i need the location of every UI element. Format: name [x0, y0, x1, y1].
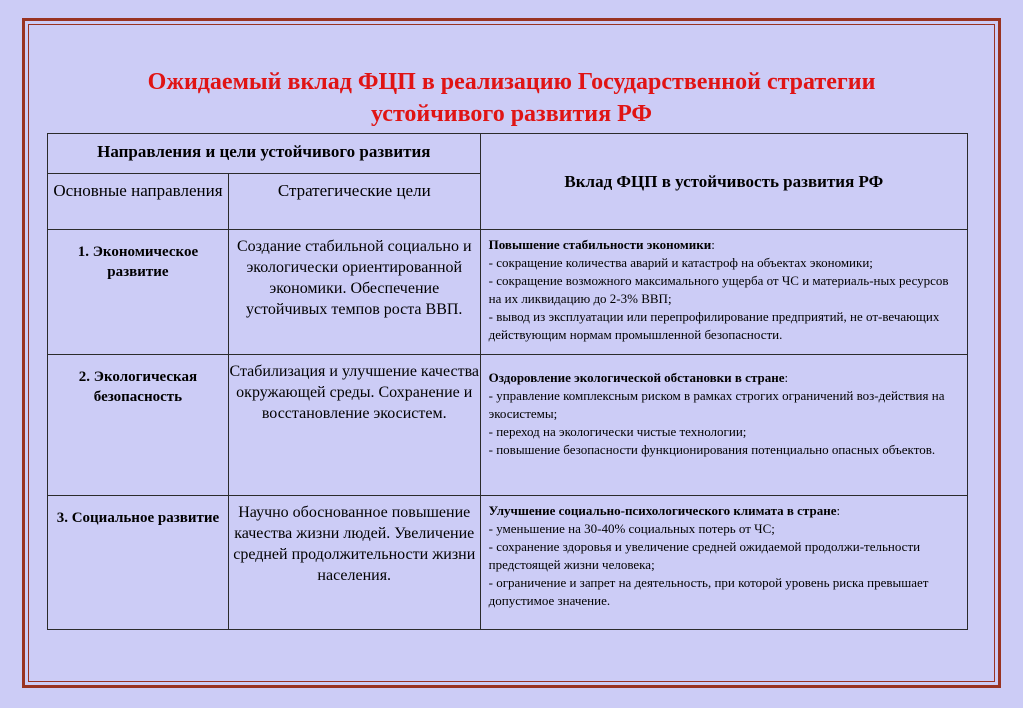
- goal-cell: Создание стабильной социально и экологически ориентированной экономики. Обеспечение устойчивых темпов роста ВВП.: [228, 230, 480, 355]
- contribution-item: - ограничение и запрет на деятельность, при которой уровень риска превышает допустимое значение.: [488, 575, 929, 608]
- table-row: [48, 230, 968, 355]
- strategy-table: [47, 133, 968, 630]
- goal-cell: Научно обоснованное повышение качества жизни людей. Увеличение средней продолжительности жизни населения.: [228, 496, 480, 630]
- contribution-item: - сохранение здоровья и увеличение средней ожидаемой продолжи-тельности предстоящей жизни человека;: [488, 539, 921, 572]
- table-row: [48, 496, 968, 630]
- subheader-strategic-goals: Стратегические цели: [228, 174, 480, 230]
- contribution-lead: Оздоровление экологической обстановки в стране: [488, 370, 785, 385]
- goal-cell: Стабилизация и улучшение качества окружающей среды. Сохранение и восстановление экосистем.: [228, 355, 480, 496]
- contribution-item: - вывод из эксплуатации или перепрофилирование предприятий, не от-вечающих действующим нормам промышленной безопасности.: [488, 309, 940, 342]
- contribution-item: - переход на экологически чистые технологии;: [488, 424, 747, 439]
- contribution-cell: Улучшение социально-психологического климата в стране: - уменьшение на 30-40% социальных потерь от ЧС; - сохранение здоровья и увеличение средней ожидаемой продолжи-тельности предстоящей жизни человека; - ограничение и запрет на деятельность, при которой уровень риска превышает допустимое значение.: [480, 496, 967, 630]
- header-directions-goals: Направления и цели устойчивого развития: [48, 134, 481, 174]
- direction-cell: 1. Экономическое развитие: [48, 230, 229, 355]
- contribution-item: - управление комплексным риском в рамках строгих ограничений воз-действия на экосистемы;: [488, 388, 945, 421]
- contribution-lead: Улучшение социально-психологического климата в стране: [488, 503, 837, 518]
- contribution-lead: Повышение стабильности экономики: [488, 237, 712, 252]
- contribution-cell: Повышение стабильности экономики: - сокращение количества аварий и катастроф на объектах экономики; - сокращение возможного максимального ущерба от ЧС и материаль-ных ресурсов на их ликвидацию до 2-3% ВВП; - вывод из эксплуатации или перепрофилирование предприятий, не от-вечающих действующим нормам промышленной безопасности.: [480, 230, 967, 355]
- header-contribution: Вклад ФЦП в устойчивость развития РФ: [480, 134, 967, 230]
- contribution-item: - уменьшение на 30-40% социальных потерь от ЧС;: [488, 521, 775, 536]
- slide-title: [60, 66, 963, 130]
- contribution-item: - повышение безопасности функционирования потенциально опасных объектов.: [488, 442, 936, 457]
- subheader-main-directions: Основные направления: [48, 174, 229, 230]
- contribution-item: - сокращение возможного максимального ущерба от ЧС и материаль-ных ресурсов на их ликвидацию до 2-3% ВВП;: [488, 273, 949, 306]
- title-line-1: Ожидаемый вклад ФЦП в реализацию Государственной стратегии: [147, 69, 876, 95]
- contribution-cell: Оздоровление экологической обстановки в стране: - управление комплексным риском в рамках строгих ограничений воз-действия на экосистемы; - переход на экологически чистые технологии; - повышение безопасности функционирования потенциально опасных объектов.: [480, 355, 967, 496]
- title-line-2: устойчивого развития РФ: [371, 101, 652, 127]
- table-row: [48, 355, 968, 496]
- direction-cell: 2. Экологическая безопасность: [48, 355, 229, 496]
- direction-cell: 3. Социальное развитие: [48, 496, 229, 630]
- contribution-item: - сокращение количества аварий и катастроф на объектах экономики;: [488, 255, 873, 270]
